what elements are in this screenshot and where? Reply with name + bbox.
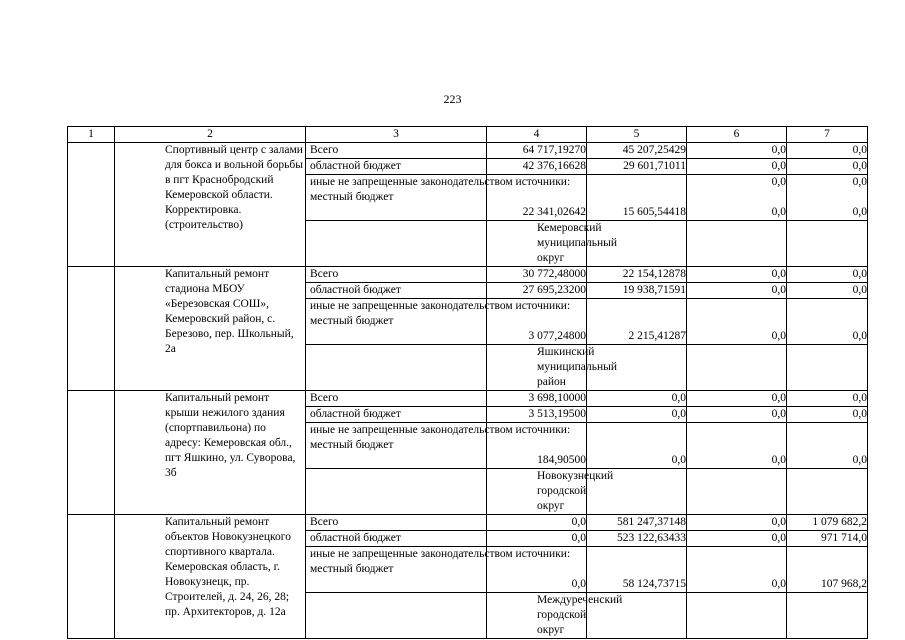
value-other [789, 299, 867, 314]
funding-source-local: местный бюджет [310, 439, 394, 451]
value-cell [787, 299, 868, 345]
funding-source-local: местный бюджет [310, 563, 394, 575]
empty-cell [68, 267, 115, 391]
value-local: 0,0 [852, 454, 867, 466]
value-other [689, 547, 786, 562]
empty-cell [68, 391, 115, 515]
funding-source: Всего [306, 267, 487, 283]
value-cell: 0,0 [687, 143, 787, 159]
value-local: 3 077,24800 [528, 330, 586, 342]
empty-cell [687, 469, 787, 515]
value-local: 0,0 [771, 206, 786, 218]
value-cell: 1 079 682,2 [787, 515, 868, 531]
empty-cell [306, 221, 487, 267]
value-cell [787, 423, 868, 469]
value-cell [587, 175, 687, 221]
value-cell: 19 938,71591 [587, 283, 687, 299]
empty-cell [787, 345, 868, 391]
value-cell: 0,0 [587, 391, 687, 407]
value-cell [787, 547, 868, 593]
funding-source-other: иные не запрещенные законодательством источники: [310, 300, 571, 312]
empty-cell [306, 345, 487, 391]
value-cell: 3 698,10000 [487, 391, 587, 407]
value-local: 107 968,2 [821, 578, 867, 590]
project-name: Спортивный центр с залами для бокса и вольной борьбы в пгт Краснобродский Кемеровской области. Корректировка. (строительство) [115, 143, 306, 267]
section-name: Междуреченский городской округ [487, 593, 587, 639]
value-cell: 45 207,25429 [587, 143, 687, 159]
value-cell [687, 175, 787, 221]
empty-cell [687, 345, 787, 391]
funding-source: областной бюджет [306, 283, 487, 299]
table-row [68, 267, 868, 283]
empty-cell [787, 469, 868, 515]
value-local: 184,90500 [537, 454, 586, 466]
section-name: Новокузнецкий городской округ [487, 469, 587, 515]
value-other [589, 299, 686, 314]
funding-source-other: иные не запрещенные законодательством источники: [310, 176, 571, 188]
funding-source: областной бюджет [306, 531, 487, 547]
value-cell: 0,0 [587, 407, 687, 423]
value-cell: 0,0 [687, 283, 787, 299]
funding-source-local: местный бюджет [310, 315, 394, 327]
value-cell [787, 175, 868, 221]
value-local: 0,0 [671, 454, 686, 466]
value-local: 15 605,54418 [622, 206, 686, 218]
empty-cell [687, 593, 787, 639]
value-other [789, 547, 867, 562]
value-cell: 22 154,12878 [587, 267, 687, 283]
value-cell: 0,0 [687, 515, 787, 531]
value-cell: 0,0 [787, 391, 868, 407]
value-cell: 0,0 [687, 159, 787, 175]
column-header: 3 [306, 127, 487, 143]
column-header: 6 [687, 127, 787, 143]
funding-source-local: местный бюджет [310, 191, 394, 203]
value-cell: 27 695,23200 [487, 283, 587, 299]
value-cell: 0,0 [687, 267, 787, 283]
value-cell: 581 247,37148 [587, 515, 687, 531]
value-other [589, 175, 686, 190]
value-cell: 0,0 [787, 283, 868, 299]
empty-cell [787, 593, 868, 639]
funding-source: Всего [306, 515, 487, 531]
value-other [789, 423, 867, 438]
value-other [589, 423, 686, 438]
value-cell [687, 423, 787, 469]
empty-cell [306, 593, 487, 639]
value-local: 0,0 [771, 454, 786, 466]
funding-source-other: иные не запрещенные законодательством источники: [310, 424, 571, 436]
value-local: 22 341,02642 [522, 206, 586, 218]
value-cell: 3 513,19500 [487, 407, 587, 423]
empty-cell [787, 221, 868, 267]
value-local: 58 124,73715 [622, 578, 686, 590]
funding-source [306, 547, 571, 593]
project-name: Капитальный ремонт объектов Новокузнецкого спортивного квартала. Кемеровская область, г. Новокузнецк, пр. Строителей, д. 24, 26, 28; пр. Архитекторов, д. 12а [115, 515, 306, 639]
section-name: Кемеровский муниципальный округ [487, 221, 587, 267]
column-header-row [68, 127, 868, 143]
value-cell: 0,0 [487, 531, 587, 547]
empty-cell [68, 515, 115, 639]
value-cell: 0,0 [487, 515, 587, 531]
budget-table [67, 126, 868, 639]
value-local: 0,0 [852, 330, 867, 342]
value-other [689, 423, 786, 438]
empty-cell [68, 143, 115, 267]
value-cell: 523 122,63433 [587, 531, 687, 547]
funding-source: областной бюджет [306, 159, 487, 175]
value-other [689, 299, 786, 314]
value-cell: 30 772,48000 [487, 267, 587, 283]
column-header: 5 [587, 127, 687, 143]
value-cell: 0,0 [687, 407, 787, 423]
value-cell [587, 423, 687, 469]
value-cell: 0,0 [787, 407, 868, 423]
column-header: 1 [68, 127, 115, 143]
value-cell: 64 717,19270 [487, 143, 587, 159]
value-cell [587, 299, 687, 345]
value-local: 0,0 [771, 578, 786, 590]
value-cell: 0,0 [687, 391, 787, 407]
funding-source-other: иные не запрещенные законодательством источники: [310, 548, 571, 560]
empty-cell [687, 221, 787, 267]
table-row [68, 391, 868, 407]
value-cell: 29 601,71011 [587, 159, 687, 175]
value-cell: 0,0 [787, 143, 868, 159]
value-other [589, 547, 686, 562]
funding-source: Всего [306, 143, 487, 159]
value-local: 0,0 [771, 330, 786, 342]
table-row [68, 515, 868, 531]
table-row [68, 143, 868, 159]
value-local: 0,0 [571, 578, 586, 590]
value-local: 2 215,41287 [628, 330, 686, 342]
value-cell: 0,0 [687, 531, 787, 547]
funding-source: областной бюджет [306, 407, 487, 423]
value-cell: 42 376,16628 [487, 159, 587, 175]
column-header: 4 [487, 127, 587, 143]
value-other: 0,0 [771, 176, 786, 188]
value-cell [587, 547, 687, 593]
page-number: 223 [443, 92, 462, 106]
project-name: Капитальный ремонт стадиона МБОУ «Березовская СОШ», Кемеровский район, с. Березово, пер. Школьный, 2а [115, 267, 306, 391]
project-name: Капитальный ремонт крыши нежилого здания (спортпавильона) по адресу: Кемеровская обл., пгт Яшкино, ул. Суворова, 3б [115, 391, 306, 515]
column-header: 2 [115, 127, 306, 143]
section-name: Яшкинский муниципальный район [487, 345, 587, 391]
value-cell: 0,0 [787, 267, 868, 283]
value-other: 0,0 [852, 176, 867, 188]
column-header: 7 [787, 127, 868, 143]
value-cell: 971 714,0 [787, 531, 868, 547]
value-cell: 0,0 [787, 159, 868, 175]
value-cell [687, 547, 787, 593]
value-local: 0,0 [852, 206, 867, 218]
value-cell [687, 299, 787, 345]
funding-source: Всего [306, 391, 487, 407]
empty-cell [306, 469, 487, 515]
